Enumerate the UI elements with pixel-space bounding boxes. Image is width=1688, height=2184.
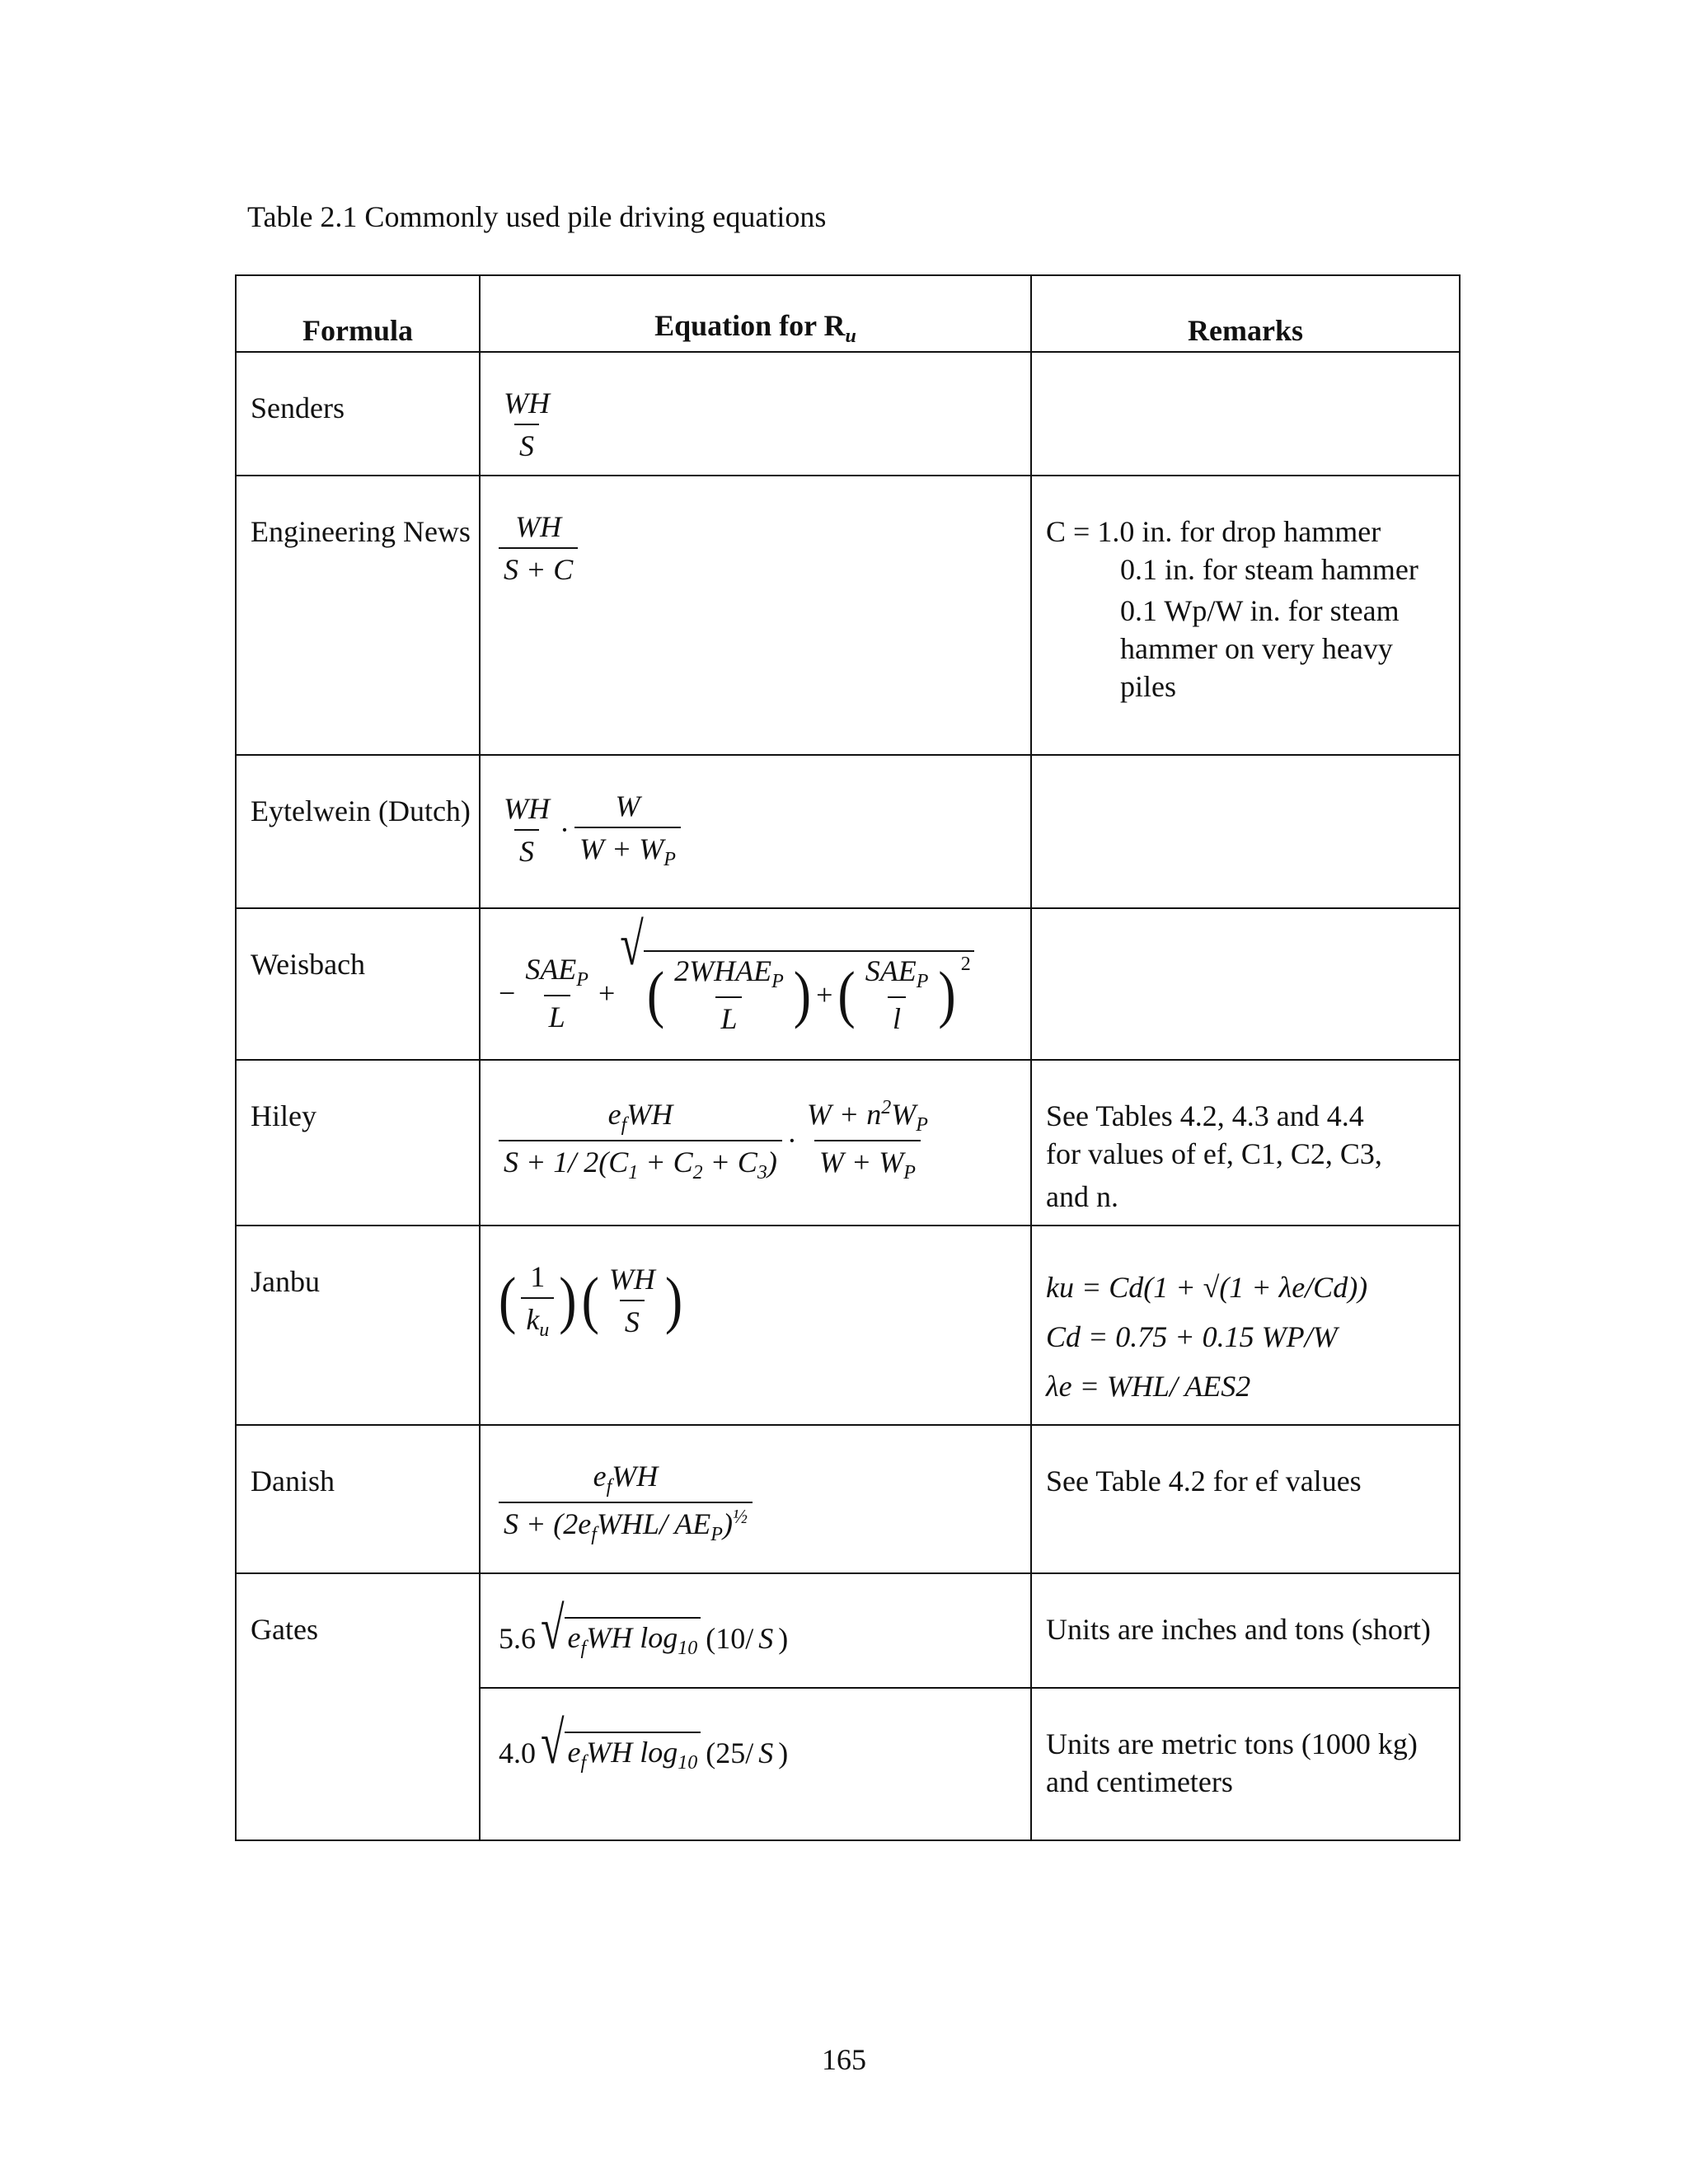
table-row — [236, 476, 1460, 755]
table-row — [236, 1573, 1460, 1688]
remarks — [1031, 352, 1460, 476]
equation: $\frac{WH}{S}$ — [480, 352, 1031, 476]
header-formula: Formula — [236, 275, 480, 352]
equation: 5.6 √ $e_fWH$ $\log_{10}$ (10/ S ) — [480, 1573, 1031, 1688]
table-row — [236, 908, 1460, 1060]
formula-name: Eytelwein (Dutch) — [236, 755, 480, 908]
formula-name: Weisbach — [236, 908, 480, 1060]
remark-line: 0.1 Wp/W in. for steam hammer on very heavy piles — [1120, 594, 1400, 703]
formula-name: Janbu — [236, 1226, 480, 1425]
table-row — [236, 1060, 1460, 1226]
formula-name: Danish — [236, 1425, 480, 1573]
remarks — [1031, 1060, 1460, 1226]
equation: ( $\frac{1}{k_u}$ ) ( $\frac{WH}{S}$ ) — [480, 1226, 1031, 1425]
equation: $\frac{WH}{S}$ · $\frac{W}{W + W_P}$ — [480, 755, 1031, 908]
pile-equations-table — [235, 274, 1461, 1841]
remarks — [1031, 1573, 1460, 1688]
equation: $\frac{e_fWH}{S + 1/ 2(C_1 + C_2 + C_3)}$ · $\frac{W + n^2W_P}{W + W_P}$ — [480, 1060, 1031, 1226]
table-row — [236, 1425, 1460, 1573]
remarks — [1031, 476, 1460, 755]
formula-name: Engineering News — [236, 476, 480, 755]
equation: $\frac{WH}{S + C}$ — [480, 476, 1031, 755]
formula-name: Hiley — [236, 1060, 480, 1226]
header-row — [236, 275, 1460, 352]
equation: $\frac{e_fWH}{S + (2e_fWHL/ AE_P)^{\frac{1}{2}}}$ — [480, 1425, 1031, 1573]
equation: 4.0 √ $e_fWH$ $\log_{10}$ (25/ S ) — [480, 1688, 1031, 1840]
header-remarks: Remarks — [1031, 275, 1460, 352]
remarks — [1031, 1688, 1460, 1840]
remark-line: ku = Cd(1 + √(1 + λe/Cd)) — [1046, 1271, 1368, 1304]
remark-line: for values of ef, C1, C2, C3, — [1046, 1137, 1382, 1170]
table-row — [236, 352, 1460, 476]
remarks — [1031, 908, 1460, 1060]
remark-line: C = 1.0 in. for drop hammer — [1046, 515, 1381, 548]
remark-line: Units are metric tons (1000 kg) and centimeters — [1046, 1727, 1418, 1798]
table-caption: Table 2.1 Commonly used pile driving equations — [247, 200, 827, 233]
remarks — [1031, 755, 1460, 908]
remarks — [1031, 1226, 1460, 1425]
header-equation: Equation for $R_u$ — [480, 275, 1031, 352]
remark-line: Units are inches and tons (short) — [1046, 1613, 1431, 1646]
page-number: 165 — [822, 2043, 866, 2076]
remark-line: 0.1 in. for steam hammer — [1120, 553, 1418, 586]
remark-line: See Table 4.2 for ef values — [1046, 1465, 1362, 1497]
table-row — [236, 755, 1460, 908]
remark-line: Cd = 0.75 + 0.15 WP/W — [1046, 1320, 1338, 1353]
remark-line: and n. — [1046, 1180, 1118, 1213]
remarks — [1031, 1425, 1460, 1573]
equation: − $\frac{SAE_P}{L}$ + √ ( $\frac{2WHAE_P}{L}$ ) + ( $\frac{SAE_P}{l}$ ) $^2$ — [480, 908, 1031, 1060]
formula-name: Gates — [236, 1573, 480, 1840]
remark-line: See Tables 4.2, 4.3 and 4.4 — [1046, 1099, 1364, 1132]
table-row — [236, 1226, 1460, 1425]
remark-line: λe = WHL/ AES2 — [1046, 1370, 1251, 1403]
formula-name: Senders — [236, 352, 480, 476]
